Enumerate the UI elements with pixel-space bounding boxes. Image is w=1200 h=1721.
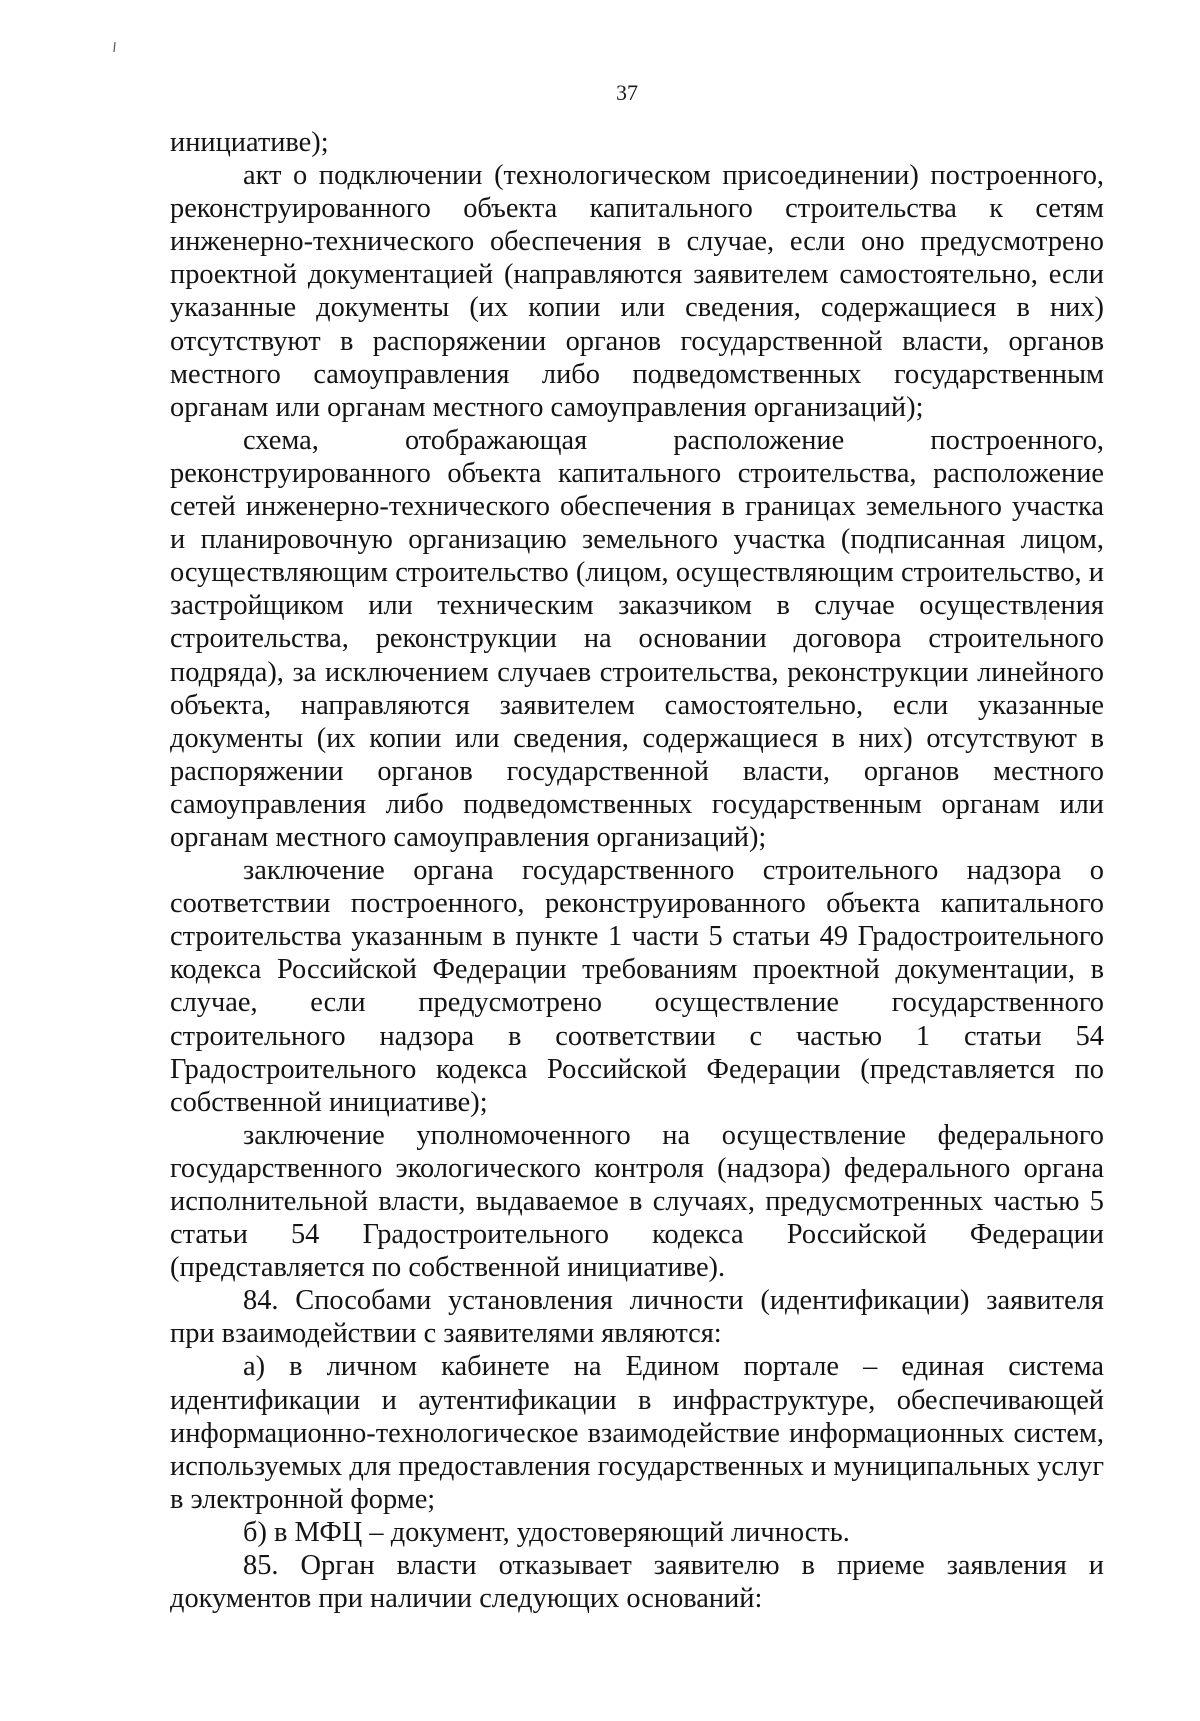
paragraph-85-refusal: 85. Орган власти отказывает заявителю в приеме заявления и документов при наличии следующих оснований: (170, 1550, 1104, 1615)
paragraph-continuation: инициативе); (170, 127, 329, 158)
paragraph-84-b-mfc: б) в МФЦ – документ, удостоверяющий личность. (243, 1516, 850, 1548)
document-body (170, 126, 1104, 1615)
paragraph-ecological-conclusion: заключение уполномоченного на осуществление федерального государственного экологического контроля (надзора) федерального органа исполнительной власти, выдаваемое в случаях, предусмотренных частью 5 статьи 54 Градостроительного кодекса Российской Федерации (представляется по собственной инициативе). (170, 1119, 1104, 1284)
page-number: 37 (616, 80, 638, 105)
paragraph-84-a-unified-portal: а) в личном кабинете на Едином портале – единая система идентификации и аутентификации в инфраструктуре, обеспечивающей информационно-технологическое взаимодействие информационных систем, используемых для предоставления государственных и муниципальных услуг в электронной форме; (170, 1351, 1104, 1515)
paragraph-84-identification: 84. Способами установления личности (идентификации) заявителя при взаимодействии с заявителями являются: (170, 1285, 1104, 1350)
paragraph-layout-scheme: схема, отображающая расположение построенного, реконструированного объекта капитального строительства, расположение сетей инженерно-технического обеспечения в границах земельного участка и планировочную организацию земельного участка (подписанная лицом, осуществляющим строительство (лицом, осуществляющим строительство, и застройщиком или техническим заказчиком в случае осуществления строительства, реконструкции на основании договора строительного подряда), за исключением случаев строительства, реконструкции линейного объекта, направляются заявителем самостоятельно, если указанные документы (их копии или сведения, содержащиеся в них) отсутствуют в распоряжении органов государственной власти, органов местного самоуправления либо подведомственных государственным органам или органам местного самоуправления организаций); (170, 424, 1104, 853)
paragraph-connection-act: акт о подключении (технологическом присоединении) построенного, реконструированного объекта капитального строительства к сетям инженерно-технического обеспечения в случае, если оно предусмотрено проектной документацией (направляются заявителем самостоятельно, если указанные документы (их копии или сведения, содержащиеся в них) отсутствуют в распоряжении органов государственной власти, органов местного самоуправления либо подведомственных государственным органам или органам местного самоуправления организаций); (170, 160, 1104, 423)
paragraph-supervision-conclusion: заключение органа государственного строительного надзора о соответствии построенного, реконструированного объекта капитального строительства указанным в пункте 1 части 5 статьи 49 Градостроительного кодекса Российской Федерации требованиям проектной документации, в случае, если предусмотрено осуществление государственного строительного надзора в соответствии с частью 1 статьи 54 Градостроительного кодекса Российской Федерации (представляется по собственной инициативе); (170, 855, 1104, 1118)
